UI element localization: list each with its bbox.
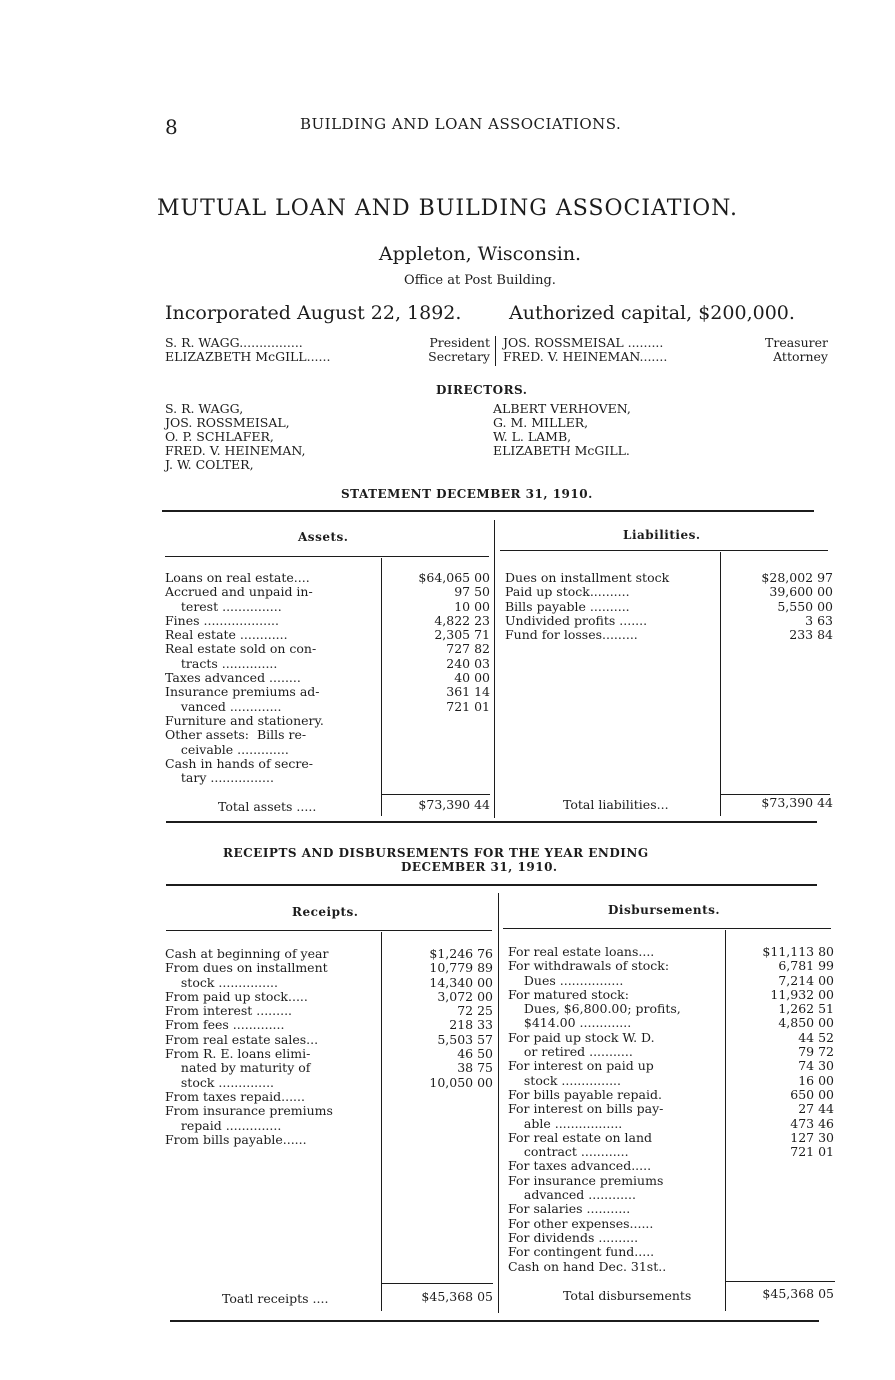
- asset-item: ceivable .............: [165, 741, 289, 757]
- officer-row: [503, 350, 828, 364]
- receipt-amount: 3,072 00: [437, 988, 493, 1004]
- receipt-amount: 218 33: [449, 1017, 493, 1033]
- disbursement-amount: 721 01: [790, 1144, 834, 1160]
- director-name: G. M. MILLER,: [493, 415, 589, 430]
- officer-name: JOS. ROSSMEISAL .........: [503, 335, 664, 350]
- officer-title: President: [429, 335, 490, 350]
- liability-amount: 3 63: [805, 612, 833, 628]
- disbursements-amounts: [730, 945, 834, 1159]
- asset-item: tracts ..............: [165, 655, 278, 671]
- director-name: O. P. SCHLAFER,: [165, 429, 274, 444]
- disbursement-item: advanced ............: [508, 1187, 636, 1203]
- asset-item: Taxes advanced ........: [165, 670, 301, 686]
- asset-amount: 727 82: [446, 641, 490, 657]
- disbursement-item: For real estate loans....: [508, 944, 655, 959]
- receipt-amount: 5,503 57: [437, 1031, 493, 1047]
- disbursement-item: Dues, $6,800.00; profits,: [508, 1001, 681, 1017]
- receipt-item: From fees .............: [165, 1017, 285, 1033]
- disbursement-amount: 7,214 00: [778, 972, 834, 988]
- receipts-top-rule: [166, 884, 817, 886]
- association-name: MUTUAL LOAN AND BUILDING ASSOCIATION.: [157, 196, 738, 221]
- liability-item: Fund for losses.........: [505, 627, 638, 643]
- officer-name: FRED. V. HEINEMAN.......: [503, 349, 668, 364]
- disbursement-amount: 16 00: [798, 1072, 834, 1088]
- asset-item: Other assets: Bills re-: [165, 727, 307, 743]
- asset-amount: 361 14: [446, 684, 490, 700]
- officer-row: [165, 336, 490, 350]
- asset-item: Accrued and unpaid in-: [165, 584, 313, 600]
- director-name: ALBERT VERHOVEN,: [493, 401, 631, 416]
- statement-heading: STATEMENT DECEMBER 31, 1910.: [341, 487, 593, 501]
- director-name: FRED. V. HEINEMAN,: [165, 443, 306, 458]
- disbursement-amount: 650 00: [790, 1086, 834, 1102]
- liabilities-amounts: [725, 571, 833, 642]
- disbursement-item: For matured stock:: [508, 986, 629, 1002]
- receipt-item: Cash at beginning of year: [165, 946, 329, 961]
- disbursement-item: $414.00 .............: [508, 1015, 632, 1031]
- receipts-heading-rule: [166, 930, 492, 931]
- asset-amount: 2,305 71: [434, 627, 490, 643]
- liabilities-heading: Liabilities.: [623, 528, 701, 542]
- disbursement-item: For interest on bills pay-: [508, 1101, 664, 1117]
- receipts-total-rule: [381, 1283, 493, 1284]
- receipt-amount: 10,050 00: [429, 1074, 493, 1090]
- total-liabilities-amount: $73,390 44: [761, 795, 833, 810]
- disbursements-heading-rule: [503, 928, 831, 929]
- liability-amount: 39,600 00: [769, 584, 833, 600]
- disbursement-item: or retired ...........: [508, 1044, 633, 1060]
- disbursement-amount: 79 72: [798, 1044, 834, 1060]
- liability-item: Dues on installment stock: [505, 570, 670, 585]
- assets-amounts: [386, 571, 490, 714]
- receipt-item: From paid up stock.....: [165, 988, 308, 1004]
- page-number: 8: [165, 115, 178, 139]
- disbursement-item: able .................: [508, 1115, 623, 1131]
- disbursement-item: For paid up stock W. D.: [508, 1029, 655, 1045]
- director-name: S. R. WAGG,: [165, 401, 244, 416]
- officer-title: Treasurer: [765, 335, 828, 350]
- total-assets-amount: $73,390 44: [418, 797, 490, 812]
- assets-heading: Assets.: [298, 530, 349, 544]
- disbursements-amount-divider: [725, 930, 726, 1311]
- receipt-item: From dues on installment: [165, 960, 328, 976]
- disbursement-item: Dues ................: [508, 972, 624, 988]
- officer-name: ELIZAZBETH McGILL......: [165, 349, 331, 364]
- asset-amount: 4,822 23: [434, 612, 490, 628]
- officers-left: [165, 336, 490, 364]
- disbursement-item: For taxes advanced.....: [508, 1158, 652, 1174]
- officers-divider: [495, 336, 496, 366]
- disbursement-amount: 473 46: [790, 1115, 834, 1131]
- disbursements-items: [508, 945, 681, 1274]
- receipt-item: From real estate sales...: [165, 1031, 319, 1047]
- liabilities-items: [505, 571, 669, 642]
- asset-amount: 97 50: [454, 584, 490, 600]
- receipt-item: stock ..............: [165, 1074, 275, 1090]
- disbursement-amount: 1,262 51: [778, 1001, 834, 1017]
- receipt-amount: 10,779 89: [429, 960, 493, 976]
- receipt-item: From R. E. loans elimi-: [165, 1046, 311, 1062]
- officer-name: S. R. WAGG................: [165, 335, 303, 350]
- receipt-item: stock ...............: [165, 974, 279, 990]
- receipt-amount: 38 75: [457, 1060, 493, 1076]
- liability-amount: $28,002 97: [761, 570, 833, 585]
- asset-item: vanced .............: [165, 698, 282, 714]
- officer-title: Attorney: [773, 349, 828, 364]
- total-receipts-amount: $45,368 05: [421, 1289, 493, 1304]
- disbursement-amount: 11,932 00: [770, 986, 834, 1002]
- assets-heading-rule: [165, 556, 489, 557]
- asset-item: terest ...............: [165, 598, 282, 614]
- receipts-disbursements-heading: RECEIPTS AND DISBURSEMENTS FOR THE YEAR ENDING: [223, 846, 649, 860]
- disbursement-item: For interest on paid up: [508, 1058, 654, 1074]
- total-assets-label: Total assets .....: [218, 799, 317, 814]
- disbursement-item: For withdrawals of stock:: [508, 958, 670, 974]
- disbursement-item: For bills payable repaid.: [508, 1086, 662, 1102]
- receipt-item: repaid ..............: [165, 1117, 282, 1133]
- disbursement-item: Cash on hand Dec. 31st..: [508, 1258, 667, 1274]
- receipt-amount: 72 25: [457, 1003, 493, 1019]
- officer-row: [503, 336, 828, 350]
- director-name: W. L. LAMB,: [493, 429, 572, 444]
- total-disbursements-amount: $45,368 05: [762, 1286, 834, 1301]
- office-location: Office at Post Building.: [404, 273, 556, 288]
- disbursement-item: contract ............: [508, 1144, 629, 1160]
- disbursement-item: For insurance premiums: [508, 1172, 664, 1188]
- receipt-amount: 14,340 00: [429, 974, 493, 990]
- asset-item: Cash in hands of secre-: [165, 755, 313, 771]
- director-name: J. W. COLTER,: [165, 457, 254, 472]
- liability-amount: 233 84: [789, 627, 833, 643]
- directors-heading: DIRECTORS.: [436, 383, 528, 397]
- asset-item: Fines ...................: [165, 612, 280, 628]
- receipts-amount-divider: [381, 932, 382, 1311]
- directors-left: [165, 402, 306, 472]
- assets-amount-divider: [381, 558, 382, 816]
- asset-amount: 10 00: [454, 598, 490, 614]
- total-liabilities-label: Total liabilities...: [563, 797, 669, 812]
- officers-right: [503, 336, 828, 364]
- asset-item: Real estate sold on con-: [165, 641, 317, 657]
- assets-items: [165, 571, 324, 785]
- disbursement-amount: 127 30: [790, 1129, 834, 1145]
- disbursement-amount: $11,113 80: [762, 944, 834, 959]
- asset-amount: $64,065 00: [418, 570, 490, 585]
- director-name: ELIZABETH McGILL.: [493, 443, 630, 458]
- asset-amount: 721 01: [446, 698, 490, 714]
- incorporation-date: Incorporated August 22, 1892.: [165, 302, 462, 324]
- disbursement-amount: 4,850 00: [778, 1015, 834, 1031]
- liability-item: Bills payable ..........: [505, 598, 630, 614]
- disbursement-item: stock ...............: [508, 1072, 622, 1088]
- receipt-item: nated by maturity of: [165, 1060, 311, 1076]
- receipt-amount: 46 50: [457, 1046, 493, 1062]
- director-name: JOS. ROSSMEISAL,: [165, 415, 290, 430]
- disbursement-item: For dividends ..........: [508, 1229, 639, 1245]
- total-receipts-label: Toatl receipts ....: [222, 1291, 329, 1306]
- receipt-amount: $1,246 76: [429, 946, 493, 961]
- receipts-amounts: [386, 947, 493, 1090]
- directors-right: [493, 402, 631, 458]
- receipt-item: From bills payable......: [165, 1131, 307, 1147]
- receipts-bottom-rule: [170, 1320, 819, 1322]
- officer-title: Secretary: [428, 349, 490, 364]
- disbursement-item: For other expenses......: [508, 1215, 654, 1231]
- statement-bottom-rule: [166, 821, 817, 823]
- statement-center-divider: [494, 520, 495, 818]
- receipt-item: From interest .........: [165, 1003, 293, 1019]
- disbursement-item: For salaries ...........: [508, 1201, 631, 1217]
- asset-item: Real estate ............: [165, 627, 288, 643]
- asset-item: Insurance premiums ad-: [165, 684, 320, 700]
- disbursements-total-rule: [725, 1281, 835, 1282]
- liability-item: Paid up stock..........: [505, 584, 630, 600]
- liabilities-amount-divider: [720, 552, 721, 816]
- liabilities-heading-rule: [500, 550, 828, 551]
- receipts-disbursements-subheading: DECEMBER 31, 1910.: [401, 860, 558, 874]
- receipt-item: From taxes repaid......: [165, 1088, 305, 1104]
- assets-total-rule: [381, 794, 490, 795]
- receipts-heading: Receipts.: [292, 905, 359, 919]
- officer-row: [165, 350, 490, 364]
- total-disbursements-label: Total disbursements: [563, 1288, 692, 1303]
- disbursement-amount: 44 52: [798, 1029, 834, 1045]
- asset-item: Furniture and stationery.: [165, 712, 324, 728]
- running-title: BUILDING AND LOAN ASSOCIATIONS.: [300, 115, 622, 133]
- disbursements-heading: Disbursements.: [608, 903, 721, 917]
- asset-item: Loans on real estate....: [165, 570, 310, 585]
- disbursement-amount: 74 30: [798, 1058, 834, 1074]
- liability-amount: 5,550 00: [777, 598, 833, 614]
- receipt-item: From insurance premiums: [165, 1103, 333, 1119]
- asset-amount: 240 03: [446, 655, 490, 671]
- association-city: Appleton, Wisconsin.: [378, 243, 582, 265]
- liability-item: Undivided profits .......: [505, 612, 648, 628]
- disbursement-amount: 27 44: [798, 1101, 834, 1117]
- disbursement-item: For real estate on land: [508, 1129, 652, 1145]
- disbursement-item: For contingent fund.....: [508, 1244, 655, 1260]
- statement-top-rule: [162, 510, 814, 512]
- authorized-capital: Authorized capital, $200,000.: [509, 302, 795, 324]
- asset-item: tary ................: [165, 770, 274, 786]
- receipts-center-divider: [498, 893, 499, 1313]
- disbursement-amount: 6,781 99: [778, 958, 834, 974]
- receipts-items: [165, 947, 333, 1147]
- asset-amount: 40 00: [454, 670, 490, 686]
